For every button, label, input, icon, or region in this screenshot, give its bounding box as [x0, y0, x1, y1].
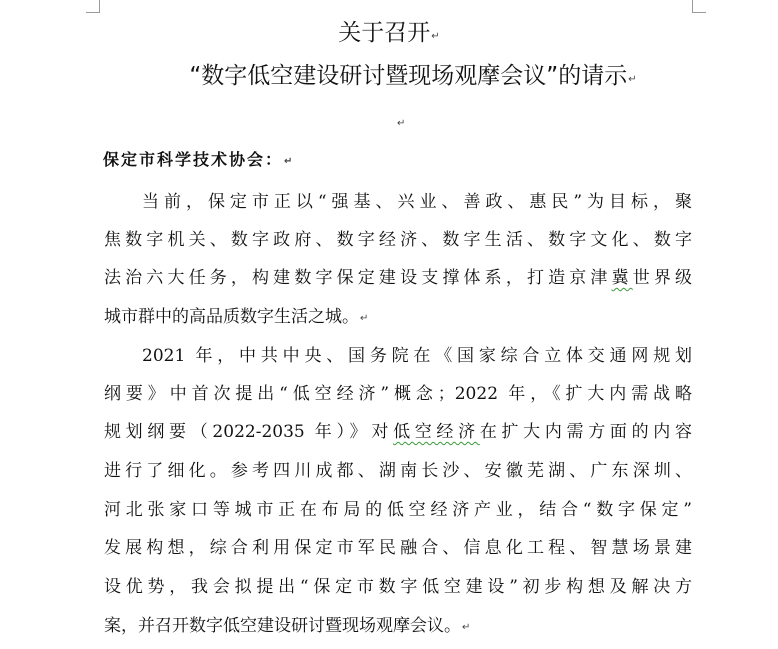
paragraph-1-line-2: 焦数字机关、数字政府、数字经济、数字生活、数字文化、数字: [104, 230, 692, 250]
paragraph-2-line-6: 发展构想，综合利用保定市军民融合、信息化工程、智慧场景建: [104, 538, 692, 558]
paragraph-2-line-4: 进行了细化。参考四川成都、湖南长沙、安徽芜湖、广东深圳、: [104, 461, 692, 481]
paragraph-2-line-1: 2021 年，中共中央、国务院在《国家综合立体交通网规划: [142, 346, 692, 366]
crop-mark-top-left: [99, 0, 100, 12]
title-line-1: 关于召开↵: [338, 20, 440, 46]
paragraph-mark-icon: ↵: [284, 156, 295, 167]
paragraph-2-line-2: 纲要》中首次提出“低空经济”概念；2022 年，《扩大内需战略: [104, 384, 692, 404]
paragraph-mark-icon: ↵: [360, 313, 369, 324]
paragraph-2-line-7: 设优势，我会拟提出“保定市数字低空建设”初步构想及解决方: [104, 577, 692, 597]
crop-mark-top-right-h: [692, 12, 706, 13]
paragraph-1-line-4: 城市群中的高品质数字生活之城。↵: [104, 307, 369, 327]
paragraph-1-line-1: 当前，保定市正以“强基、兴业、善政、惠民”为目标，聚: [142, 192, 692, 212]
spellcheck-underline: 冀: [611, 268, 633, 288]
spellcheck-underline: 低空经济: [393, 422, 480, 442]
crop-mark-top-right: [692, 0, 693, 12]
paragraph-mark-icon: ↵: [397, 118, 406, 129]
title-line-2: “数字低空建设研讨暨现场观摩会议”的请示↵: [189, 63, 637, 89]
paragraph-mark-icon: ↵: [628, 74, 637, 85]
empty-paragraph: [396, 112, 405, 131]
paragraph-2-line-8: 案，并召开数字低空建设研讨暨现场观摩会议。↵: [104, 616, 471, 636]
paragraph-2-line-5: 河北张家口等城市正在布局的低空经济产业，结合“数字保定”: [104, 500, 692, 520]
paragraph-1-line-3: 法治六大任务，构建数字保定建设支撑体系，打造京津冀世界级: [104, 268, 693, 288]
crop-mark-top-left-h: [86, 12, 100, 13]
paragraph-mark-icon: ↵: [462, 622, 471, 633]
paragraph-2-line-3: 规划纲要（2022-2035 年）》对低空经济在扩大内需方面的内容: [104, 422, 692, 442]
recipient-line: 保定市科学技术协会：↵: [103, 150, 295, 169]
paragraph-mark-icon: ↵: [431, 31, 440, 42]
